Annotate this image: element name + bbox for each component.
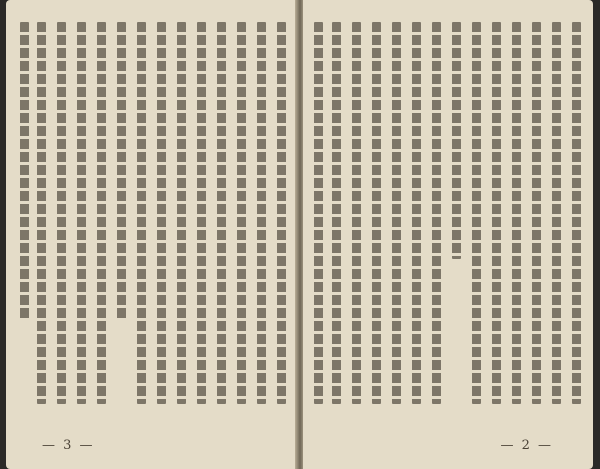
page-number: — 3 — xyxy=(42,438,95,453)
text-column xyxy=(237,22,246,404)
text-column xyxy=(352,22,361,404)
text-column xyxy=(372,22,381,404)
text-column xyxy=(412,22,421,404)
text-column xyxy=(57,22,66,404)
left-text-columns xyxy=(20,22,286,404)
text-column xyxy=(472,22,481,404)
text-column xyxy=(314,22,323,404)
text-column xyxy=(117,22,126,320)
text-column xyxy=(97,22,106,404)
text-column xyxy=(77,22,86,404)
text-column xyxy=(277,22,286,404)
text-column xyxy=(492,22,501,404)
text-column xyxy=(552,22,561,404)
text-column xyxy=(452,22,461,259)
right-page xyxy=(303,0,593,469)
text-column xyxy=(217,22,226,404)
left-page xyxy=(6,0,297,469)
text-column xyxy=(37,22,46,404)
text-column xyxy=(20,22,29,320)
page-number: — 2 — xyxy=(500,438,553,453)
text-column xyxy=(512,22,521,404)
text-column xyxy=(197,22,206,404)
text-column xyxy=(572,22,581,404)
text-column xyxy=(532,22,541,404)
text-column xyxy=(257,22,266,404)
text-column xyxy=(177,22,186,404)
text-column xyxy=(392,22,401,404)
text-column xyxy=(432,22,441,404)
right-text-columns xyxy=(313,22,581,404)
text-column xyxy=(137,22,146,404)
text-column xyxy=(332,22,341,404)
text-column xyxy=(157,22,166,404)
